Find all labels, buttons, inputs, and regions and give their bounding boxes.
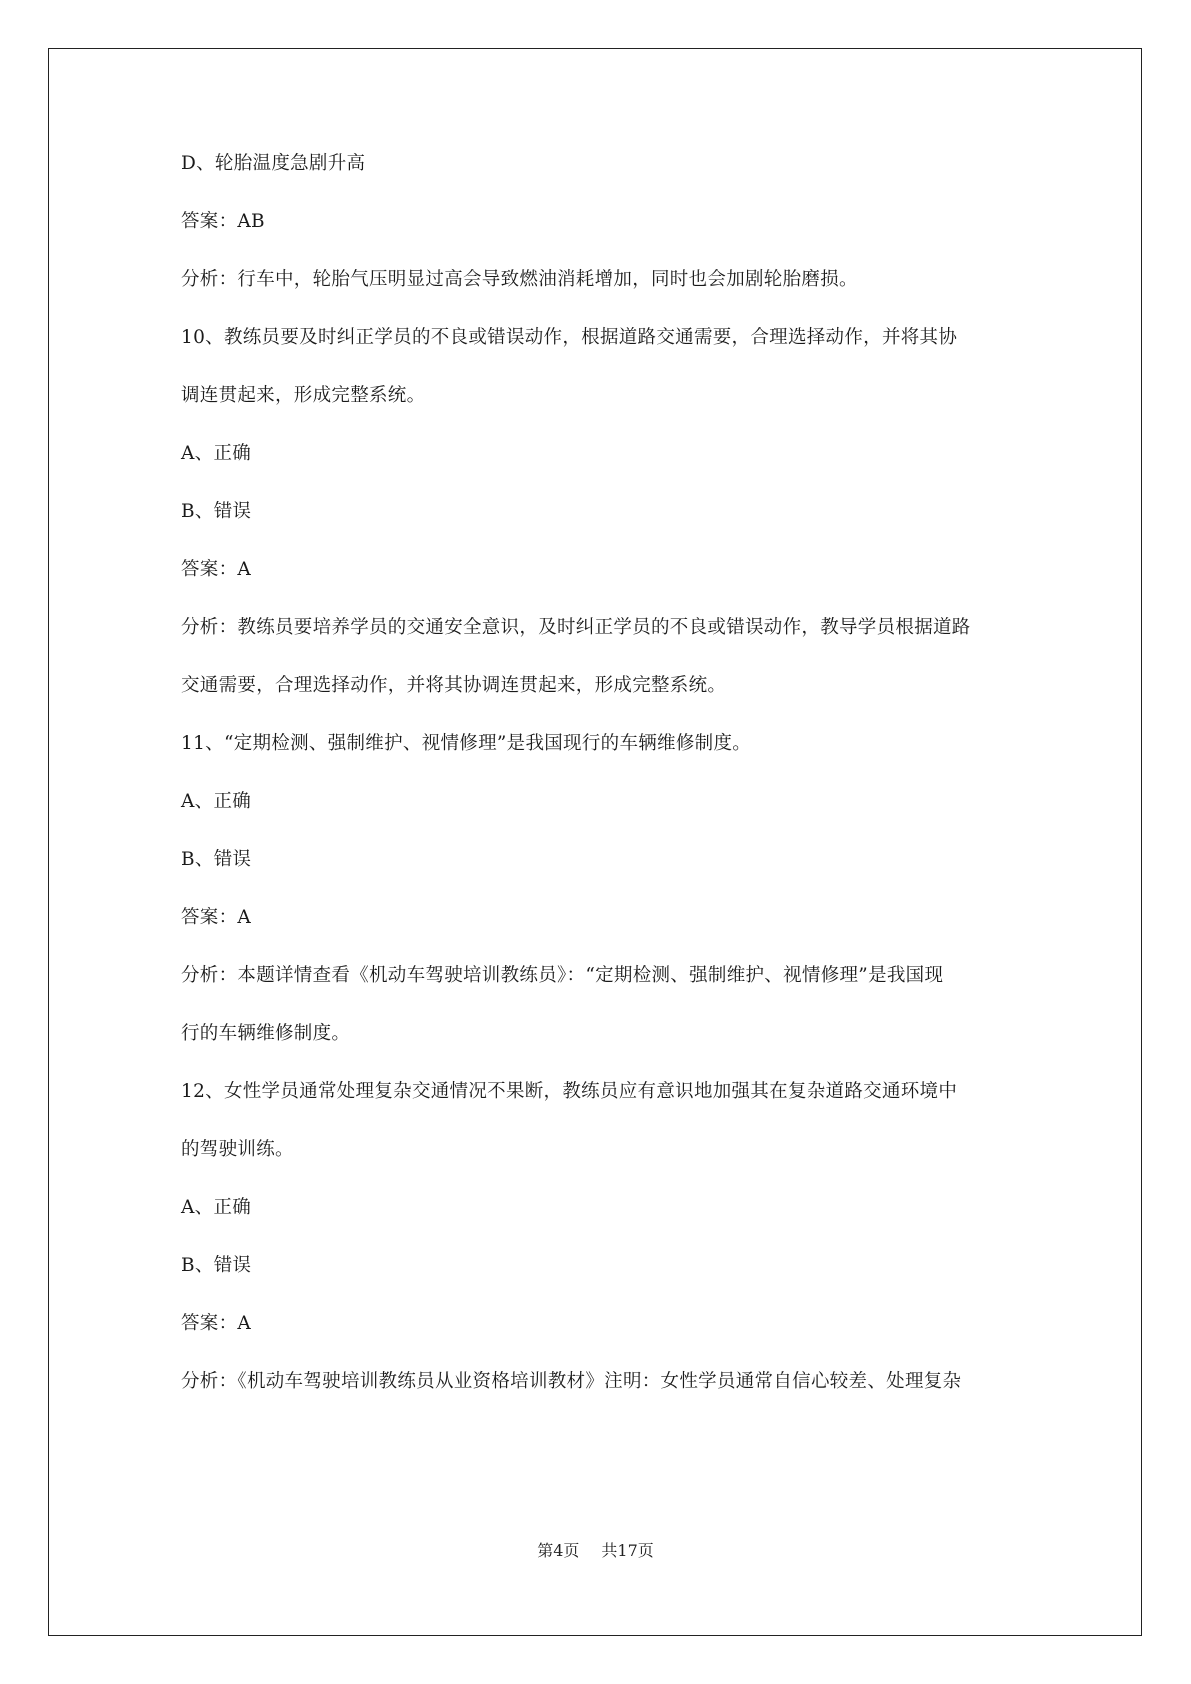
answer: 答案：A: [181, 1313, 252, 1334]
analysis: 分析：行车中，轮胎气压明显过高会导致燃油消耗增加，同时也会加剧轮胎磨损。: [181, 269, 858, 290]
option-d: D、轮胎温度急剧升高: [181, 153, 366, 174]
analysis: 分析：本题详情查看《机动车驾驶培训教练员》：“定期检测、强制维护、视情修理”是我国现: [181, 965, 944, 986]
question-10: 10、教练员要及时纠正学员的不良或错误动作，根据道路交通需要，合理选择动作，并将其协: [181, 327, 958, 348]
page-number: 第4页: [537, 1541, 580, 1560]
question-10-cont: 调连贯起来，形成完整系统。: [181, 385, 426, 406]
option-a: A、正确: [181, 791, 252, 812]
option-b: B、错误: [181, 1255, 252, 1276]
option-a: A、正确: [181, 443, 252, 464]
page-footer: [0, 1541, 1191, 1561]
analysis: 分析：《机动车驾驶培训教练员从业资格培训教材》注明：女性学员通常自信心较差、处理复杂: [181, 1371, 962, 1392]
analysis-cont: 交通需要，合理选择动作，并将其协调连贯起来，形成完整系统。: [181, 675, 727, 696]
answer: 答案：AB: [181, 211, 265, 232]
page-total: 共17页: [601, 1541, 654, 1560]
question-12-cont: 的驾驶训练。: [181, 1139, 294, 1160]
option-a: A、正确: [181, 1197, 252, 1218]
analysis-cont: 行的车辆维修制度。: [181, 1023, 351, 1044]
option-b: B、错误: [181, 501, 252, 522]
answer: 答案：A: [181, 907, 252, 928]
answer: 答案：A: [181, 559, 252, 580]
question-12: 12、女性学员通常处理复杂交通情况不果断，教练员应有意识地加强其在复杂道路交通环境中: [181, 1081, 958, 1102]
question-11: 11、“定期检测、强制维护、视情修理”是我国现行的车辆维修制度。: [181, 733, 752, 754]
analysis: 分析：教练员要培养学员的交通安全意识，及时纠正学员的不良或错误动作，教导学员根据道路: [181, 617, 971, 638]
option-b: B、错误: [181, 849, 252, 870]
